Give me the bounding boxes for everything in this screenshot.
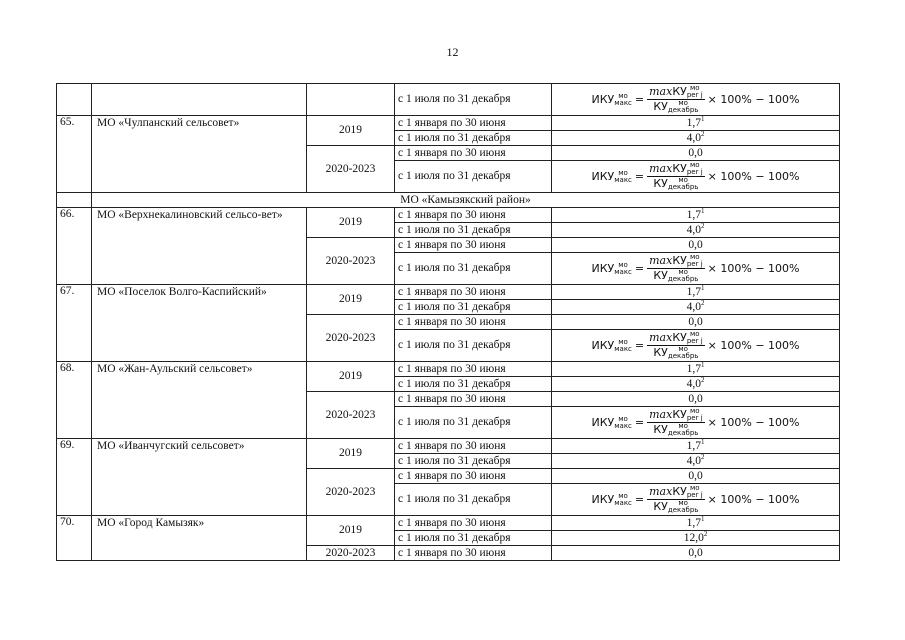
value-cell: 0,0 bbox=[552, 238, 840, 253]
year-cell: 2019 bbox=[307, 116, 395, 146]
page-number: 12 bbox=[446, 45, 459, 59]
value-cell: $1,7^1$ bbox=[552, 516, 840, 531]
period-cell: с 1 января по 30 июня bbox=[395, 392, 552, 407]
year-cell: 2020-2023 bbox=[307, 146, 395, 193]
formula: ИКУ мо макс = maxКУ мо per j КУ мо декабрь × 100% − 100% bbox=[591, 407, 800, 437]
municipality-name: МО «Верхнекалиновский сельсо-вет» bbox=[92, 208, 307, 285]
formula-cell bbox=[552, 84, 840, 116]
row-number: 66. bbox=[57, 208, 92, 285]
formula: ИКУ мо макс = maxКУ мо per j КУ мо декабрь × 100% − 100% bbox=[591, 330, 800, 360]
tariff-table bbox=[56, 83, 840, 561]
table-row bbox=[57, 362, 840, 377]
period-cell: с 1 января по 30 июня bbox=[395, 546, 552, 561]
municipality-name: МО «Город Камызяк» bbox=[92, 516, 307, 561]
value-cell: 12,0$^2$ bbox=[552, 531, 840, 546]
period-cell: с 1 июля по 31 декабря bbox=[395, 161, 552, 193]
period-cell: с 1 июля по 31 декабря bbox=[395, 223, 552, 238]
value-cell: $4,0^2$ bbox=[552, 131, 840, 146]
value-cell: 0,0 bbox=[552, 315, 840, 330]
period-cell: с 1 января по 30 июня bbox=[395, 285, 552, 300]
period-cell: с 1 июля по 31 декабря bbox=[395, 131, 552, 146]
value-cell: 0,0 bbox=[552, 146, 840, 161]
period-cell: с 1 января по 30 июня bbox=[395, 439, 552, 454]
period-cell: с 1 января по 30 июня bbox=[395, 116, 552, 131]
value-cell: $1,7^1$ bbox=[552, 285, 840, 300]
year-cell: 2020-2023 bbox=[307, 238, 395, 285]
year-cell: 2020-2023 bbox=[307, 315, 395, 362]
year-cell: 2019 bbox=[307, 208, 395, 238]
period-cell: с 1 июля по 31 декабря bbox=[395, 377, 552, 392]
formula: ИКУ мо макс = maxКУ мо per j КУ мо декабрь × 100% − 100% bbox=[591, 84, 800, 114]
table-row bbox=[57, 285, 840, 300]
value-cell: 0,0 bbox=[552, 392, 840, 407]
region-header: МО «Камызякский район» bbox=[92, 193, 840, 208]
value-cell: $4,0^2$ bbox=[552, 454, 840, 469]
table-row bbox=[57, 208, 840, 223]
value-cell: 0,0 bbox=[552, 546, 840, 561]
municipality-name: МО «Жан-Аульский сельсовет» bbox=[92, 362, 307, 439]
formula-cell bbox=[552, 161, 840, 193]
table-row bbox=[57, 193, 840, 208]
year-cell: 2019 bbox=[307, 362, 395, 392]
period-cell: с 1 января по 30 июня bbox=[395, 516, 552, 531]
formula-cell bbox=[552, 330, 840, 362]
formula-cell bbox=[552, 484, 840, 516]
value-cell: $4,0^2$ bbox=[552, 377, 840, 392]
period-cell: с 1 июля по 31 декабря bbox=[395, 300, 552, 315]
row-number: 70. bbox=[57, 516, 92, 561]
period-cell: с 1 июля по 31 декабря bbox=[395, 531, 552, 546]
period-cell: с 1 января по 30 июня bbox=[395, 146, 552, 161]
row-number: 68. bbox=[57, 362, 92, 439]
value-cell: $1,7^1$ bbox=[552, 439, 840, 454]
value-cell: $1,7^1$ bbox=[552, 116, 840, 131]
period-cell: с 1 июля по 31 декабря bbox=[395, 84, 552, 116]
table-row bbox=[57, 439, 840, 454]
formula: ИКУ мо макс = maxКУ мо per j КУ мо декабрь × 100% − 100% bbox=[591, 253, 800, 283]
municipality-name: МО «Иванчугский сельсовет» bbox=[92, 439, 307, 516]
year-cell: 2019 bbox=[307, 285, 395, 315]
year-cell: 2020-2023 bbox=[307, 392, 395, 439]
period-cell: с 1 июля по 31 декабря bbox=[395, 407, 552, 439]
period-cell: с 1 июля по 31 декабря bbox=[395, 484, 552, 516]
value-cell: $1,7^1$ bbox=[552, 208, 840, 223]
row-number: 69. bbox=[57, 439, 92, 516]
period-cell: с 1 января по 30 июня bbox=[395, 469, 552, 484]
value-cell: $4,0^2$ bbox=[552, 223, 840, 238]
region-spacer bbox=[57, 193, 92, 208]
value-cell: 0,0 bbox=[552, 469, 840, 484]
formula: ИКУ мо макс = maxКУ мо per j КУ мо декабрь × 100% − 100% bbox=[591, 161, 800, 191]
formula-cell bbox=[552, 253, 840, 285]
formula-cell bbox=[552, 407, 840, 439]
period-cell: с 1 января по 30 июня bbox=[395, 208, 552, 223]
period-cell: с 1 января по 30 июня bbox=[395, 315, 552, 330]
year-cell: 2019 bbox=[307, 439, 395, 469]
period-cell: с 1 июля по 31 декабря bbox=[395, 253, 552, 285]
period-cell: с 1 июля по 31 декабря bbox=[395, 454, 552, 469]
municipality-name: МО «Поселок Волго-Каспийский» bbox=[92, 285, 307, 362]
table-row bbox=[57, 116, 840, 131]
value-cell: $4,0^2$ bbox=[552, 300, 840, 315]
period-cell: с 1 января по 30 июня bbox=[395, 362, 552, 377]
year-cell: 2020-2023 bbox=[307, 546, 395, 561]
value-cell: $1,7^1$ bbox=[552, 362, 840, 377]
period-cell: с 1 июля по 31 декабря bbox=[395, 330, 552, 362]
table-row bbox=[57, 516, 840, 531]
row-number: 65. bbox=[57, 116, 92, 193]
year-cell: 2020-2023 bbox=[307, 469, 395, 516]
year-cell: 2019 bbox=[307, 516, 395, 546]
row-number: 67. bbox=[57, 285, 92, 362]
municipality-name: МО «Чулпанский сельсовет» bbox=[92, 116, 307, 193]
period-cell: с 1 января по 30 июня bbox=[395, 238, 552, 253]
formula: ИКУ мо макс = maxКУ мо per j КУ мо декабрь × 100% − 100% bbox=[591, 484, 800, 514]
table-row bbox=[57, 84, 840, 116]
